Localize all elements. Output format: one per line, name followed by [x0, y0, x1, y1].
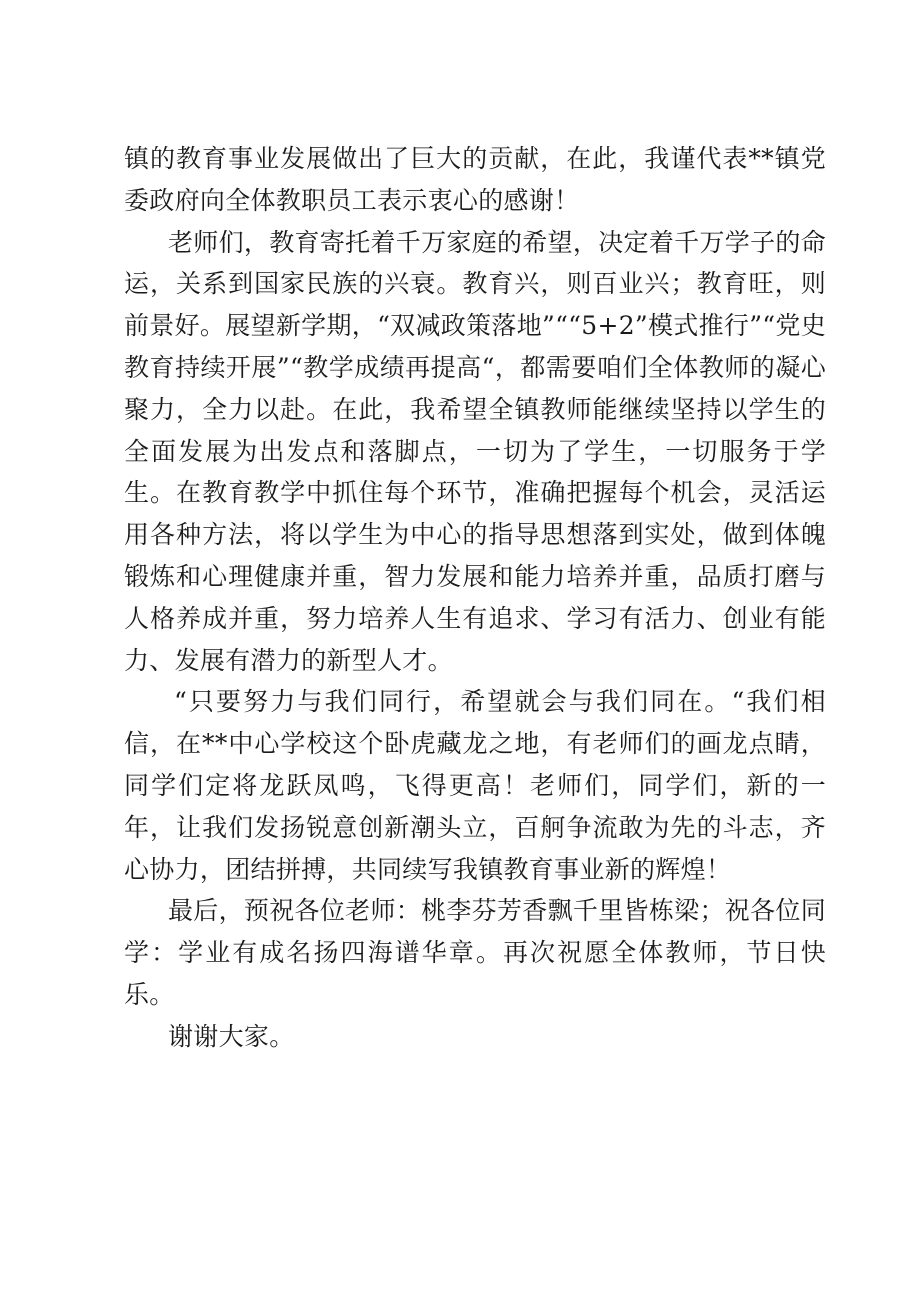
document-body — [124, 138, 826, 1058]
paragraph-thanks: 谢谢大家。 — [168, 1021, 295, 1051]
paragraph-wishes: 最后，预祝各位老师：桃李芬芳香飘千里皆栋梁；祝各位同学：学业有成名扬四海谱华章。再次祝愿全体教师，节日快乐。 — [124, 896, 826, 1009]
paragraph-teachers-education: 老师们，教育寄托着千万家庭的希望，决定着千万学子的命运，关系到国家民族的兴衰。教育兴，则百业兴；教育旺，则前景好。展望新学期，“双减政策落地”““5+2”模式推行”“党史教育持续开展”“教学成绩再提高“，都需要咱们全体教师的凝心聚力，全力以赴。在此，我希望全镇教师能继续坚持以学生的全面发展为出发点和落脚点，一切为了学生，一切服务于学生。在教育教学中抓住每个环节，准确把握每个机会，灵活运用各种方法，将以学生为中心的指导思想落到实处，做到体魄锻炼和心理健康并重，智力发展和能力培养并重，品质打磨与人格养成并重，努力培养人生有追求、学习有活力、创业有能力、发展有潜力的新型人才。 — [124, 227, 826, 675]
paragraph-hope-quote: “只要努力与我们同行，希望就会与我们同在。“我们相信，在**中心学校这个卧虎藏龙之地，有老师们的画龙点睛，同学们定将龙跃凤鸣，飞得更高！老师们，同学们，新的一年，让我们发扬锐意创新潮头立，百舸争流敢为先的斗志，齐心协力，团结拼搏，共同续写我镇教育事业新的辉煌！ — [124, 687, 826, 884]
paragraph-continuation: 镇的教育事业发展做出了巨大的贡献，在此，我谨代表**镇党委政府向全体教职员工表示衷心的感谢！ — [124, 144, 826, 215]
